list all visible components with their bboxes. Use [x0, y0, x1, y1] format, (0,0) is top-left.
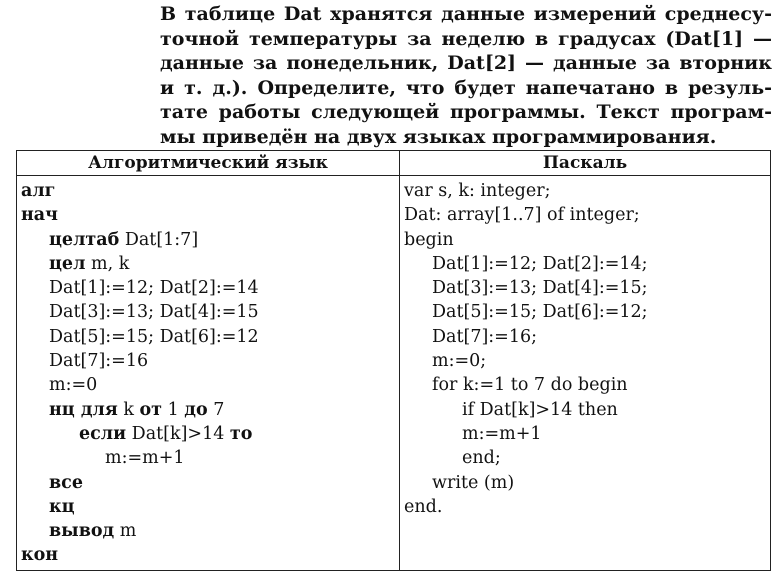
code-line: begin — [404, 229, 454, 250]
code-line: end. — [404, 496, 443, 517]
problem-line: точной температуры за неделю в градусах (Dat[1] — — [160, 27, 772, 50]
problem-line: мы приведён на двух языках программирования. — [160, 125, 717, 148]
code-line — [21, 252, 399, 276]
code-row — [17, 176, 771, 571]
code-text: 7 — [207, 399, 225, 420]
code-line: m:=0 — [49, 375, 98, 396]
keyword: если — [79, 423, 127, 444]
code-line: Dat[3]:=13; Dat[4]:=15 — [49, 302, 259, 323]
header-algorithmic-language: Алгоритмический язык — [17, 151, 400, 176]
code-line: алг — [21, 181, 56, 201]
code-line: for k:=1 to 7 do begin — [432, 375, 628, 396]
table-header-row — [17, 151, 771, 176]
code-line: Dat[3]:=13; Dat[4]:=15; — [432, 278, 648, 299]
code-line: Dat[7]:=16 — [49, 351, 149, 372]
pascal-code-cell — [400, 176, 771, 571]
code-line: m:=m+1 — [462, 423, 542, 444]
code-line: end; — [462, 448, 501, 469]
code-line: нач — [21, 205, 58, 226]
keyword: целтаб — [49, 229, 120, 250]
code-text: k — [117, 399, 140, 420]
program-table — [16, 150, 771, 571]
keyword: от — [139, 399, 163, 420]
code-line: Dat: array[1..7] of integer; — [404, 205, 640, 226]
code-line: m:=0; — [432, 351, 487, 372]
code-line — [21, 228, 399, 252]
code-text: Dat[1:7] — [119, 229, 199, 250]
problem-line: В таблице Dat хранятся данные измерений среднесу- — [160, 3, 772, 25]
problem-statement — [160, 2, 772, 149]
keyword: нц для — [49, 399, 118, 420]
algorithmic-code — [17, 176, 399, 570]
code-line: все — [49, 472, 83, 493]
algorithmic-code-cell — [17, 176, 400, 571]
problem-line: тате работы следующей программы. Текст програм- — [160, 101, 772, 123]
keyword: вывод — [49, 521, 115, 542]
code-line: write (m) — [432, 472, 515, 493]
keyword: то — [229, 423, 253, 444]
code-text: Dat[k]>14 — [126, 423, 230, 444]
code-line — [21, 398, 399, 422]
code-line: var s, k: integer; — [404, 181, 551, 201]
code-line: Dat[1]:=12; Dat[2]:=14 — [49, 278, 259, 299]
code-line: Dat[1]:=12; Dat[2]:=14; — [432, 253, 648, 274]
code-line: Dat[5]:=15; Dat[6]:=12; — [432, 302, 648, 323]
header-pascal: Паскаль — [400, 151, 771, 176]
code-line: Dat[5]:=15; Dat[6]:=12 — [49, 326, 259, 347]
code-line: if Dat[k]>14 then — [462, 399, 618, 420]
problem-line: и т. д.). Определите, что будет напечатано в резуль- — [160, 76, 772, 99]
keyword: цел — [49, 253, 86, 274]
code-line: m:=m+1 — [105, 448, 185, 469]
code-line: кон — [21, 545, 59, 566]
code-line: кц — [49, 496, 75, 517]
pascal-code — [400, 176, 770, 521]
code-line: Dat[7]:=16; — [432, 326, 538, 347]
code-line — [21, 422, 399, 446]
code-text: m — [114, 521, 137, 542]
code-line — [21, 519, 399, 543]
code-text: 1 — [162, 399, 185, 420]
code-text: m, k — [85, 253, 130, 274]
problem-line: данные за понедельник, Dat[2] — данные за вторник — [160, 52, 772, 74]
keyword: до — [184, 399, 208, 420]
